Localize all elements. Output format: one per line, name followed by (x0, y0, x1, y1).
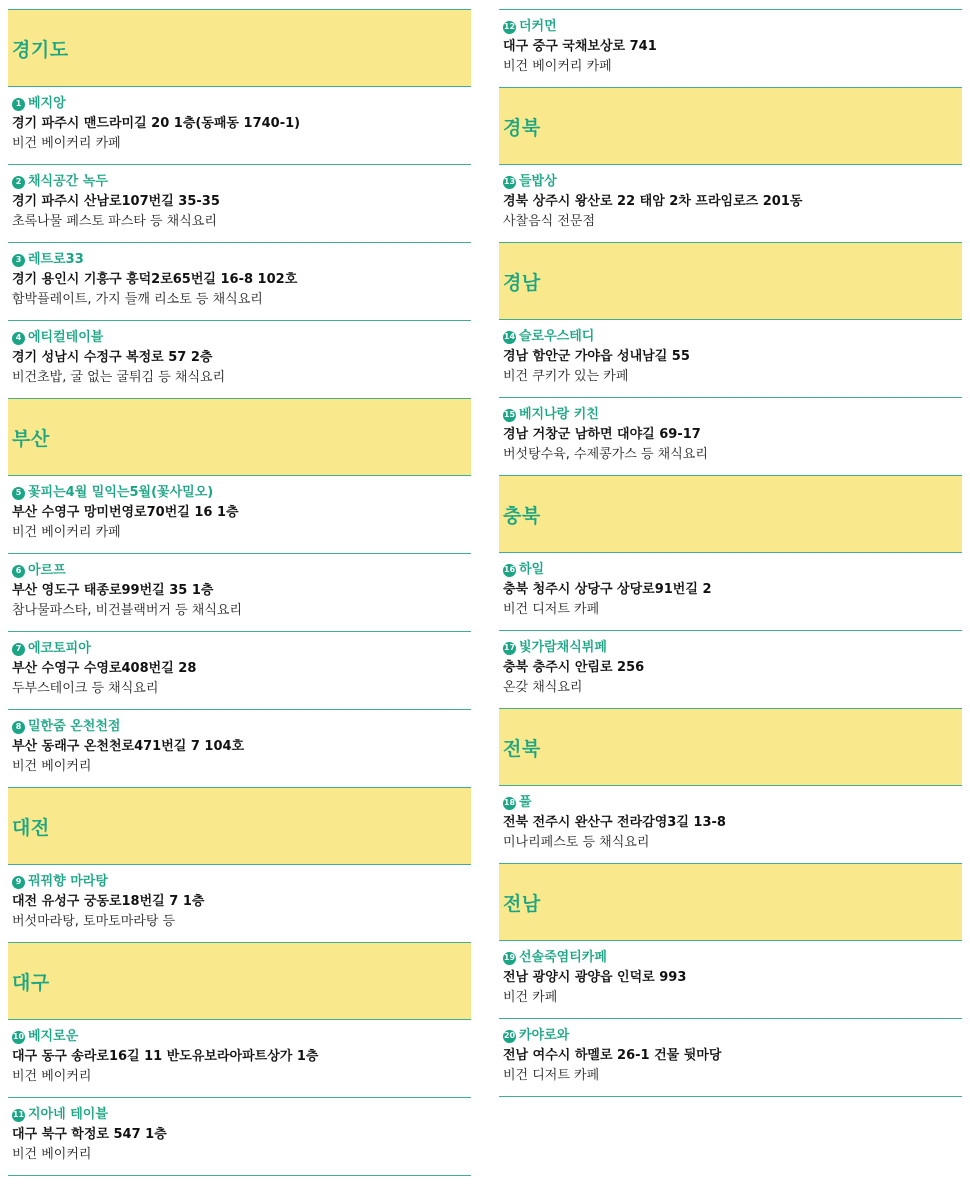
restaurant-entry (8, 1098, 471, 1176)
restaurant-name: 하일 (519, 562, 545, 577)
restaurant-address: 전북 전주시 완산구 전라감영3길 13-8 (503, 815, 726, 830)
restaurant-address: 경기 성남시 수정구 복정로 57 2층 (12, 350, 213, 365)
restaurant-address: 부산 영도구 태종로99번길 35 1층 (12, 583, 214, 598)
restaurant-description: 비건 베이커리 카페 (12, 525, 121, 540)
restaurant-name-row (12, 1028, 471, 1046)
entry-number-badge: 12 (503, 21, 516, 34)
restaurant-name-row (503, 18, 962, 36)
restaurant-name: 풀 (519, 795, 532, 810)
restaurant-name: 베지나랑 키친 (519, 407, 599, 422)
restaurant-description: 비건 베이커리 (12, 1069, 92, 1084)
restaurant-address: 충북 청주시 상당구 상당로91번길 2 (503, 582, 712, 597)
restaurant-description: 비건 베이커리 카페 (503, 59, 612, 74)
entry-number-badge: 5 (12, 487, 25, 500)
restaurant-name: 에코토피아 (28, 641, 91, 656)
restaurant-name: 더커먼 (519, 19, 557, 34)
restaurant-description: 사찰음식 전문점 (503, 214, 596, 229)
restaurant-entry (499, 320, 962, 398)
restaurant-description: 비건 베이커리 카페 (12, 136, 121, 151)
restaurant-description: 두부스테이크 등 채식요리 (12, 681, 159, 696)
region-title: 부산 (12, 427, 50, 450)
restaurant-entry (8, 87, 471, 165)
restaurant-name-row (503, 173, 962, 191)
restaurant-name: 들밥상 (519, 174, 557, 189)
restaurant-address: 대구 동구 송라로16길 11 반도유보라아파트상가 1층 (12, 1049, 319, 1064)
entry-number-badge: 17 (503, 642, 516, 655)
region-header (499, 864, 962, 941)
restaurant-name: 지아네 테이블 (28, 1107, 108, 1122)
restaurant-address: 대구 북구 학정로 547 1층 (12, 1127, 167, 1142)
restaurant-entry (499, 631, 962, 709)
entry-number-badge: 3 (12, 254, 25, 267)
restaurant-name-row (12, 718, 471, 736)
restaurant-name-row (12, 640, 471, 658)
entry-number-badge: 7 (12, 643, 25, 656)
restaurant-entry (499, 165, 962, 243)
region-title: 경기도 (12, 38, 69, 61)
entry-number-badge: 14 (503, 331, 516, 344)
restaurant-name-row (503, 406, 962, 424)
restaurant-name: 채식공간 녹두 (28, 174, 108, 189)
entry-number-badge: 20 (503, 1030, 516, 1043)
restaurant-entry (8, 865, 471, 943)
restaurant-name: 꿔꿔향 마라탕 (28, 874, 108, 889)
restaurant-address: 충북 충주시 안림로 256 (503, 660, 645, 675)
restaurant-address: 부산 동래구 온천천로471번길 7 104호 (12, 739, 245, 754)
region-header (499, 709, 962, 786)
left-column (8, 9, 471, 1176)
entry-number-badge: 9 (12, 876, 25, 889)
region-title: 충북 (503, 504, 541, 527)
restaurant-description: 초록나물 페스토 파스타 등 채식요리 (12, 214, 217, 229)
restaurant-name-row (12, 95, 471, 113)
region-header (8, 399, 471, 476)
restaurant-description: 버섯탕수육, 수제콩가스 등 채식요리 (503, 447, 708, 462)
restaurant-address: 경북 상주시 왕산로 22 태암 2차 프라임로즈 201동 (503, 194, 803, 209)
restaurant-description: 비건 베이커리 (12, 1147, 92, 1162)
entry-number-badge: 6 (12, 565, 25, 578)
restaurant-name-row (503, 328, 962, 346)
restaurant-address: 경기 용인시 기흥구 흥덕2로65번길 16-8 102호 (12, 272, 298, 287)
entry-number-badge: 8 (12, 721, 25, 734)
region-title: 대전 (12, 816, 50, 839)
restaurant-address: 경기 파주시 맨드라미길 20 1층(동패동 1740-1) (12, 116, 301, 131)
entry-number-badge: 16 (503, 564, 516, 577)
region-header (8, 10, 471, 87)
restaurant-entry (8, 710, 471, 788)
restaurant-name: 빛가람채식뷔페 (519, 640, 607, 655)
entry-number-badge: 1 (12, 98, 25, 111)
restaurant-name: 베지앙 (28, 96, 66, 111)
restaurant-entry (499, 398, 962, 476)
restaurant-name: 슬로우스테디 (519, 329, 595, 344)
restaurant-name: 레트로33 (28, 252, 84, 267)
restaurant-entry (8, 1020, 471, 1098)
region-header (499, 88, 962, 165)
restaurant-description: 비건 디저트 카페 (503, 602, 600, 617)
entry-number-badge: 11 (12, 1109, 25, 1122)
restaurant-name-row (503, 561, 962, 579)
restaurant-entry (8, 554, 471, 632)
restaurant-name-row (12, 251, 471, 269)
entry-number-badge: 10 (12, 1031, 25, 1044)
region-header (499, 476, 962, 553)
entry-number-badge: 19 (503, 952, 516, 965)
restaurant-description: 비건 카페 (503, 990, 558, 1005)
restaurant-entry (499, 553, 962, 631)
restaurant-description: 참나물파스타, 비건블랙버거 등 채식요리 (12, 603, 243, 618)
restaurant-entry (8, 632, 471, 710)
region-header (8, 943, 471, 1020)
region-title: 경남 (503, 271, 541, 294)
region-header (8, 788, 471, 865)
entry-number-badge: 2 (12, 176, 25, 189)
restaurant-name-row (12, 562, 471, 580)
restaurant-description: 함박플레이트, 가지 들깨 리소토 등 채식요리 (12, 292, 263, 307)
restaurant-name: 밀한줌 온천천점 (28, 719, 121, 734)
restaurant-name-row (12, 873, 471, 891)
restaurant-entry (8, 321, 471, 399)
restaurant-name-row (12, 1106, 471, 1124)
restaurant-address: 전남 여수시 하멜로 26-1 건물 뒷마당 (503, 1048, 722, 1063)
restaurant-name-row (12, 484, 471, 502)
restaurant-address: 경남 거창군 남하면 대야길 69-17 (503, 427, 701, 442)
restaurant-entry (499, 10, 962, 88)
restaurant-entry (8, 165, 471, 243)
restaurant-address: 부산 수영구 망미번영로70번길 16 1층 (12, 505, 239, 520)
restaurant-address: 부산 수영구 수영로408번길 28 (12, 661, 197, 676)
restaurant-description: 비건초밥, 굴 없는 굴튀김 등 채식요리 (12, 370, 226, 385)
restaurant-name: 에티컬테이블 (28, 330, 104, 345)
restaurant-description: 버섯마라탕, 토마토마라탕 등 (12, 914, 176, 929)
region-title: 경북 (503, 116, 541, 139)
restaurant-description: 비건 쿠키가 있는 카페 (503, 369, 629, 384)
entry-number-badge: 13 (503, 176, 516, 189)
region-title: 전북 (503, 737, 541, 760)
region-header (499, 243, 962, 320)
entry-number-badge: 4 (12, 332, 25, 345)
restaurant-name: 카야로와 (519, 1028, 570, 1043)
restaurant-name-row (12, 329, 471, 347)
entry-number-badge: 18 (503, 797, 516, 810)
restaurant-name: 베지로운 (28, 1029, 79, 1044)
entry-number-badge: 15 (503, 409, 516, 422)
restaurant-entry (499, 941, 962, 1019)
restaurant-address: 대구 중구 국채보상로 741 (503, 39, 657, 54)
restaurant-entry (499, 1019, 962, 1097)
restaurant-name: 아르프 (28, 563, 66, 578)
restaurant-entry (8, 243, 471, 321)
restaurant-name: 꽃피는4월 밀익는5월(꽃사밀오) (28, 485, 214, 500)
restaurant-name-row (503, 794, 962, 812)
restaurant-entry (499, 786, 962, 864)
restaurant-address: 전남 광양시 광양읍 인덕로 993 (503, 970, 687, 985)
region-title: 전남 (503, 892, 541, 915)
restaurant-name-row (503, 639, 962, 657)
restaurant-description: 온갖 채식요리 (503, 680, 583, 695)
restaurant-description: 비건 베이커리 (12, 759, 92, 774)
restaurant-description: 비건 디저트 카페 (503, 1068, 600, 1083)
restaurant-address: 경남 함안군 가야읍 성내남길 55 (503, 349, 690, 364)
restaurant-address: 대전 유성구 궁동로18번길 7 1층 (12, 894, 205, 909)
restaurant-entry (8, 476, 471, 554)
restaurant-address: 경기 파주시 산남로107번길 35-35 (12, 194, 220, 209)
restaurant-name-row (12, 173, 471, 191)
right-column (499, 9, 962, 1097)
region-title: 대구 (12, 971, 50, 994)
restaurant-description: 미나리페스토 등 채식요리 (503, 835, 650, 850)
restaurant-name: 선솔죽염티카페 (519, 950, 607, 965)
restaurant-name-row (503, 949, 962, 967)
restaurant-name-row (503, 1027, 962, 1045)
